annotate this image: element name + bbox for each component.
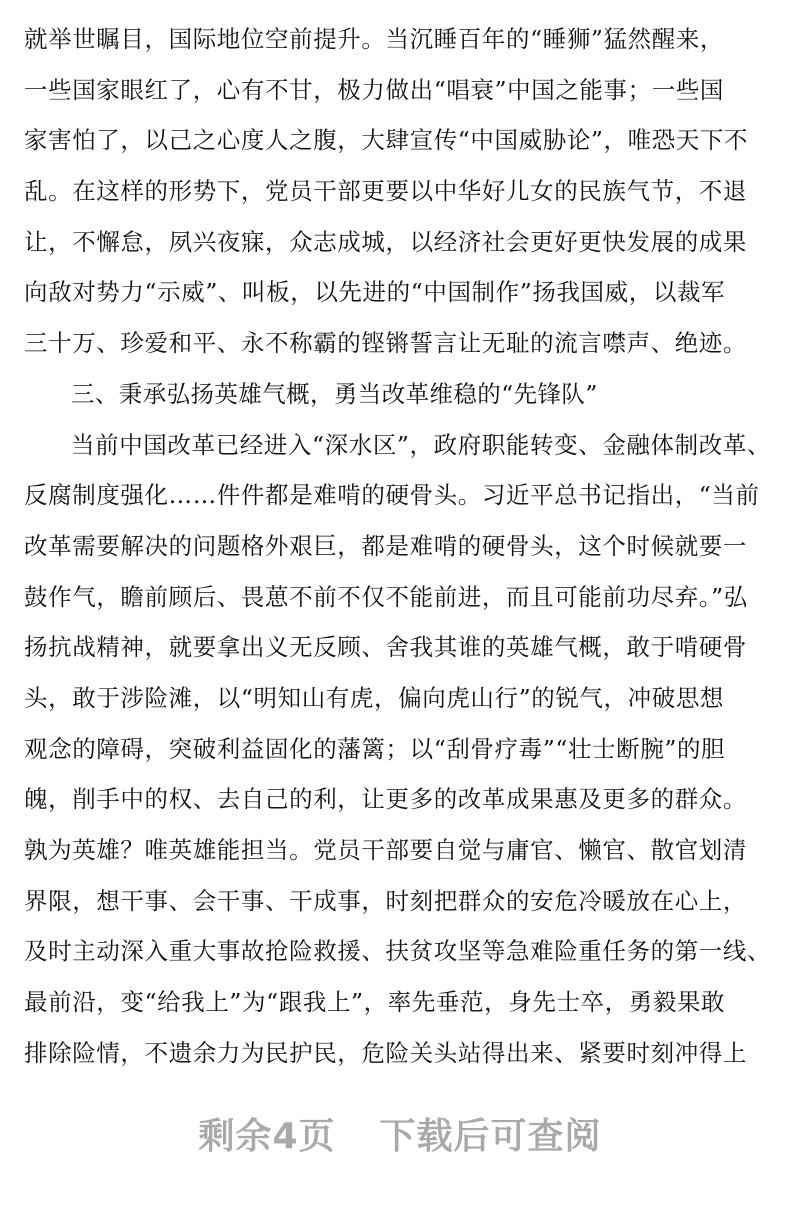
- text-line: 扬抗战精神，就要拿出义无反顾、舍我其谁的英雄气概，敢于啃硬骨: [24, 633, 747, 662]
- text-line: 向敌对势力“示威”、叫板，以先进的“中国制作”扬我国威，以裁军: [24, 278, 726, 307]
- download-to-view-text: 下载后可查阅: [379, 1116, 602, 1157]
- text-line: 孰为英雄？唯英雄能担当。党员干部要自觉与庸官、懒官、散官划清: [24, 836, 747, 864]
- download-prompt-banner[interactable]: [0, 1108, 800, 1159]
- text-line: 最前沿，变“给我上”为“跟我上”，率先垂范，身先士卒，勇毅果敢: [24, 988, 726, 1017]
- text-line: 乱。在这样的形势下，党员干部更要以中华好儿女的民族气节，不退: [24, 177, 747, 206]
- text-line: 界限，想干事、会干事、干成事，时刻把群众的安危冷暖放在心上，: [24, 886, 747, 915]
- remaining-pages-text: 剩余4页: [198, 1116, 336, 1157]
- text-line: 魄，削手中的权、去自己的利，让更多的改革成果惠及更多的群众。: [24, 785, 747, 814]
- text-line: 及时主动深入重大事故抢险救援、扶贫攻坚等急难险重任务的第一线、: [24, 937, 772, 966]
- text-line: 头，敢于涉险滩，以“明知山有虎，偏向虎山行”的锐气，冲破思想: [24, 683, 725, 712]
- paragraph-start-line: 当前中国改革已经进入“深水区”，政府职能转变、金融体制改革、: [71, 430, 772, 459]
- text-line: 反腐制度强化……件件都是难啃的硬骨头。习近平总书记指出，“当前: [24, 481, 760, 510]
- text-line: 排除险情，不遗余力为民护民，危险关头站得出来、紧要时刻冲得上: [24, 1038, 747, 1067]
- text-line: 让，不懈怠，夙兴夜寐，众志成城，以经济社会更好更快发展的成果: [24, 227, 747, 256]
- document-body: [24, 14, 776, 1078]
- text-line: 一些国家眼红了，心有不甘，极力做出“唱衰”中国之能事；一些国: [24, 75, 725, 104]
- text-line: 观念的障碍，突破利益固化的藩篱；以“刮骨疗毒”“壮士断腕”的胆: [24, 734, 726, 763]
- text-line: 改革需要解决的问题格外艰巨，都是难啃的硬骨头，这个时候就要一: [24, 531, 747, 560]
- text-line: 鼓作气，瞻前顾后、畏葸不前不仅不能前进，而且可能前功尽弃。”弘: [24, 582, 748, 611]
- text-line: 家害怕了，以己之心度人之腹，大肆宣传“中国威胁论”，唯恐天下不: [24, 126, 749, 155]
- text-line: 就举世瞩目，国际地位空前提升。当沉睡百年的“睡狮”猛然醒来，: [24, 25, 725, 53]
- section-heading: 三、秉承弘扬英雄气概，勇当改革维稳的“先锋队”: [71, 379, 598, 408]
- text-line: 三十万、珍爱和平、永不称霸的铿锵誓言让无耻的流言噤声、绝迹。: [24, 329, 747, 358]
